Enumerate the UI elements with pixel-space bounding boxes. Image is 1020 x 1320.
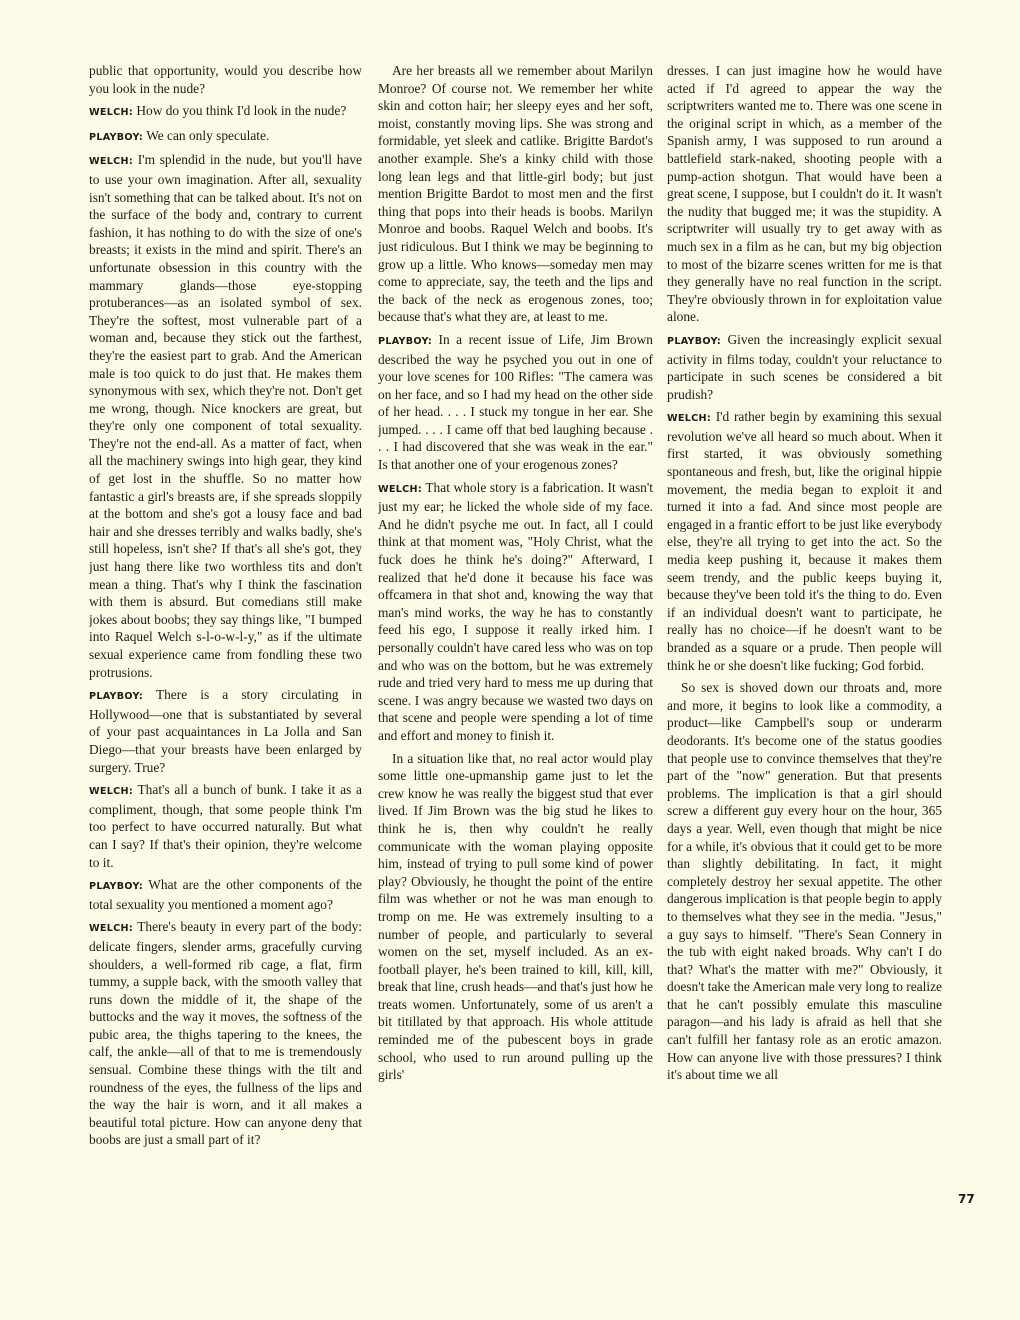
paragraph [378,479,653,745]
paragraph-text: There is a story circulating in Hollywood—one that is substantiated by several of your past acquaintances in La Jolla and San Diego—that your breasts have been enlarged by surgery. True? [89,687,362,775]
paragraph [89,876,362,913]
paragraph [89,151,362,681]
speaker-label: WELCH: [667,413,711,425]
paragraph [667,331,942,403]
paragraph-text: public that opportunity, would you describe how you look in the nude? [89,63,362,96]
paragraph-text: In a situation like that, no real actor would play some little one-upmanship game just to let the crew know he was really the biggest stud that ever lived. If Jim Brown was the big stud he likes to think he is, then why couldn't he really communicate with the woman playing opposite him, instead of trying to pull some kind of power play? Obviously, he thought the point of the entire film was whether or not he was man enough to tromp on me. He was extremely insulting to a number of people, and particularly to several women on the set, myself included. As an ex-football player, he's been trained to kill, kill, kill, break that line, crush heads—and that's just how he treats women. Unfortunately, some of us aren't a bit titillated by that approach. His whole attitude reminded me of the pubescent boys in grade school, who used to run around pulling up the girls' [378,750,653,1083]
paragraph-text: That whole story is a fabrication. It wasn't just my ear; he licked the whole side of my face. And he didn't psyche me out. In fact, all I could think at that moment was, "Holy Christ, what the fuck does he think he's doing?" Afterward, I realized that he'd done it because his face was offcamera in that shot and, knowing the way that man's mind works, the way he has to constantly feed his ego, I suppose it really irked him. I personally couldn't have cared less who was on top and who was on the bottom, but he was extremely rude and tried very hard to mess me up during that scene. I was angry because we wasted two days on that scene and people were spending a lot of time and effort and money to finish it. [378,479,653,743]
speaker-label: PLAYBOY: [89,881,144,893]
paragraph [667,408,942,674]
paragraph-text: There's beauty in every part of the body: delicate fingers, slender arms, gracefully curving shoulders, a well-formed rib cage, a flat, firm tummy, a supple back, with the smooth valley that runs down the middle of it, the shape of the buttocks and the way it moves, the softness of the pubic area, the thighs tapering to the knees, the calf, the ankle—all of that to me is tremendously sensual. Combine these things with the tilt and roundness of the eyes, the fullness of the lips and the way the hair is worn, and it all makes a beautiful total picture. How can anyone deny that boobs are just a small part of it? [89,919,362,1148]
paragraph [378,62,653,326]
text-column-2 [378,62,653,1282]
speaker-label: PLAYBOY: [378,335,433,347]
paragraph [378,750,653,1084]
paragraph-text: I'm splendid in the nude, but you'll have to use your own imagination. After all, sexuality isn't something that can be talked about. It's not on the surface of the body and, contrary to current fashion, it has nothing to do with the size of one's breasts; it exists in the mind and spirit. There's an unfortunate obsession in this country with the mammary glands—those eye-stopping protuberances—as an isolated symbol of sex. They're the softest, most vulnerable part of a woman and, because they stick out the farthest, they're the easiest part to grab. And the American male is too quick to do just that. He makes them synonymous with sex, which they're not. Don't get me wrong, though. Nice knockers are great, but they're only one component of total sexuality. They're not the end-all. As a matter of fact, when all the machinery swings into high gear, they kind of get lost in the shuffle. So no matter how fantastic a girl's breasts are, if she spreads sloppily at the bottom and she's got a lousy face and bad hair and she dresses terribly and walks badly, she's still hopeless, isn't she? If that's all she's got, they just hang there like two worthless tits and don't mean a thing. That's why I think the fascination with them is absurd. But comedians still make jokes about boobs; they say things like, "I bumped into Raquel Welch s-l-o-w-l-y," as if the ultimate sexual experience came from fondling these two protrusions. [89,152,362,680]
paragraph [89,127,362,147]
paragraph-text: I'd rather begin by examining this sexual revolution we've all heard so much about. When it first started, it was obviously something spontaneous and fresh, but, like the original hippie movement, the media began to exploit it and turned it into a fad. And since most people are engaged in a frantic effort to be just like everybody else, they're all trying to get into the act. So the media keep pushing it, because it makes them seem trendy, and the public keeps buying it, because they've been told it's the thing to do. Even if an individual doesn't want to participate, he really has no choice—if he doesn't want to be branded as a square or a prude. Then people will think he or she doesn't like fucking; God forbid. [667,409,942,673]
speaker-label: WELCH: [89,923,133,935]
page-number: 77 [958,1192,975,1206]
paragraph-text: So sex is shoved down our throats and, more and more, it begins to look like a commodity, a product—like Campbell's soup or underarm deodorants. It's become one of the status goodies that people use to convince themselves that they're part of the "now" generation. But that presents problems. The implication is that a girl should screw a different guy every hour on the hour, 365 days a year. Well, even though that might be nice for a while, it's obvious that it could get to be more than slightly debilitating. In fact, it might completely destroy her sexual appetite. The other dangerous implication is that people begin to apply to themselves what they see in the media. "Jesus," a guy says to himself. "There's Sean Connery in the tub with eight naked broads. Why can't I do that? What's the matter with me?" Obviously, it doesn't take the American male very long to realize that he can't possibly emulate this masculine paragon—and his lady is afraid as hell that she can't fulfill her fantasy role as an erotic amazon. How can anyone live with those pressures? I think it's about time we all [667,680,942,1083]
paragraph [667,679,942,1084]
paragraph-text: What are the other components of the total sexuality you mentioned a moment ago? [89,877,362,912]
paragraph-text: Are her breasts all we remember about Marilyn Monroe? Of course not. We remember her white skin and cotton hair; her sleepy eyes and her soft, moist, constantly moving lips. She was strong and formidable, yet sleek and catlike. Brigitte Bardot's another example. She's a kinky child with those long lean legs and that little-girl body; but just mention Brigitte Bardot to most men and the first thing that pops into their heads is boobs. Marilyn Monroe and boobs. Raquel Welch and boobs. It's just ridiculous. But I think we may be beginning to grow up a little. Who knows—someday men may come to appreciate, say, the teeth and the lips and the back of the neck as erogenous zones, too; because that's what they are, at least to me. [378,63,653,325]
speaker-label: WELCH: [89,786,133,798]
speaker-label: PLAYBOY: [89,131,144,143]
paragraph [89,781,362,871]
speaker-label: WELCH: [89,107,133,119]
paragraph [89,686,362,776]
paragraph-text: dresses. I can just imagine how he would have acted if I'd agreed to appear the way the scriptwriters wanted me to. There was one scene in the original script in which, as a member of the Spanish army, I was supposed to run around a battlefield stark-naked, shooting people with a pump-action shotgun. That would have been a great scene, I suppose, but I couldn't do it. It wasn't the nudity that bugged me; it was the stupidity. A scriptwriter will usually try to get away with as much sex in a film as he can, but my big objection to most of the bizarre scenes written for me is that they generally have no real function in the script. They're obviously thrown in for exploitation value alone. [667,63,942,325]
paragraph [378,331,653,474]
speaker-label: WELCH: [378,483,422,495]
speaker-label: WELCH: [89,156,133,168]
speaker-label: PLAYBOY: [89,691,144,703]
paragraph [667,62,942,326]
paragraph-text: How do you think I'd look in the nude? [136,103,347,119]
text-column-3 [667,62,942,1282]
paragraph-text: We can only speculate. [146,127,270,143]
paragraph [89,62,362,97]
paragraph [89,918,362,1149]
paragraph-text: That's all a bunch of bunk. I take it as a compliment, though, that some people think I'm too perfect to have occurred naturally. But what can I say? If that's their opinion, they're welcome to it. [89,782,362,870]
paragraph [89,102,362,122]
paragraph-text: Given the increasingly explicit sexual activity in films today, couldn't your reluctance to participate in such scenes be considered a bit prudish? [667,331,942,402]
paragraph-text: In a recent issue of Life, Jim Brown described the way he psyched you out in one of your love scenes for 100 Rifles: "The camera was on her face, and so I had my head on the other side of her head. . . . I stuck my tongue in her ear. She jumped. . . . I came off that bed laughing because . . . I had discovered that she was weak in the ear." Is that another one of your erogenous zones? [378,331,653,473]
text-column-1 [89,62,362,1282]
speaker-label: PLAYBOY: [667,335,722,347]
